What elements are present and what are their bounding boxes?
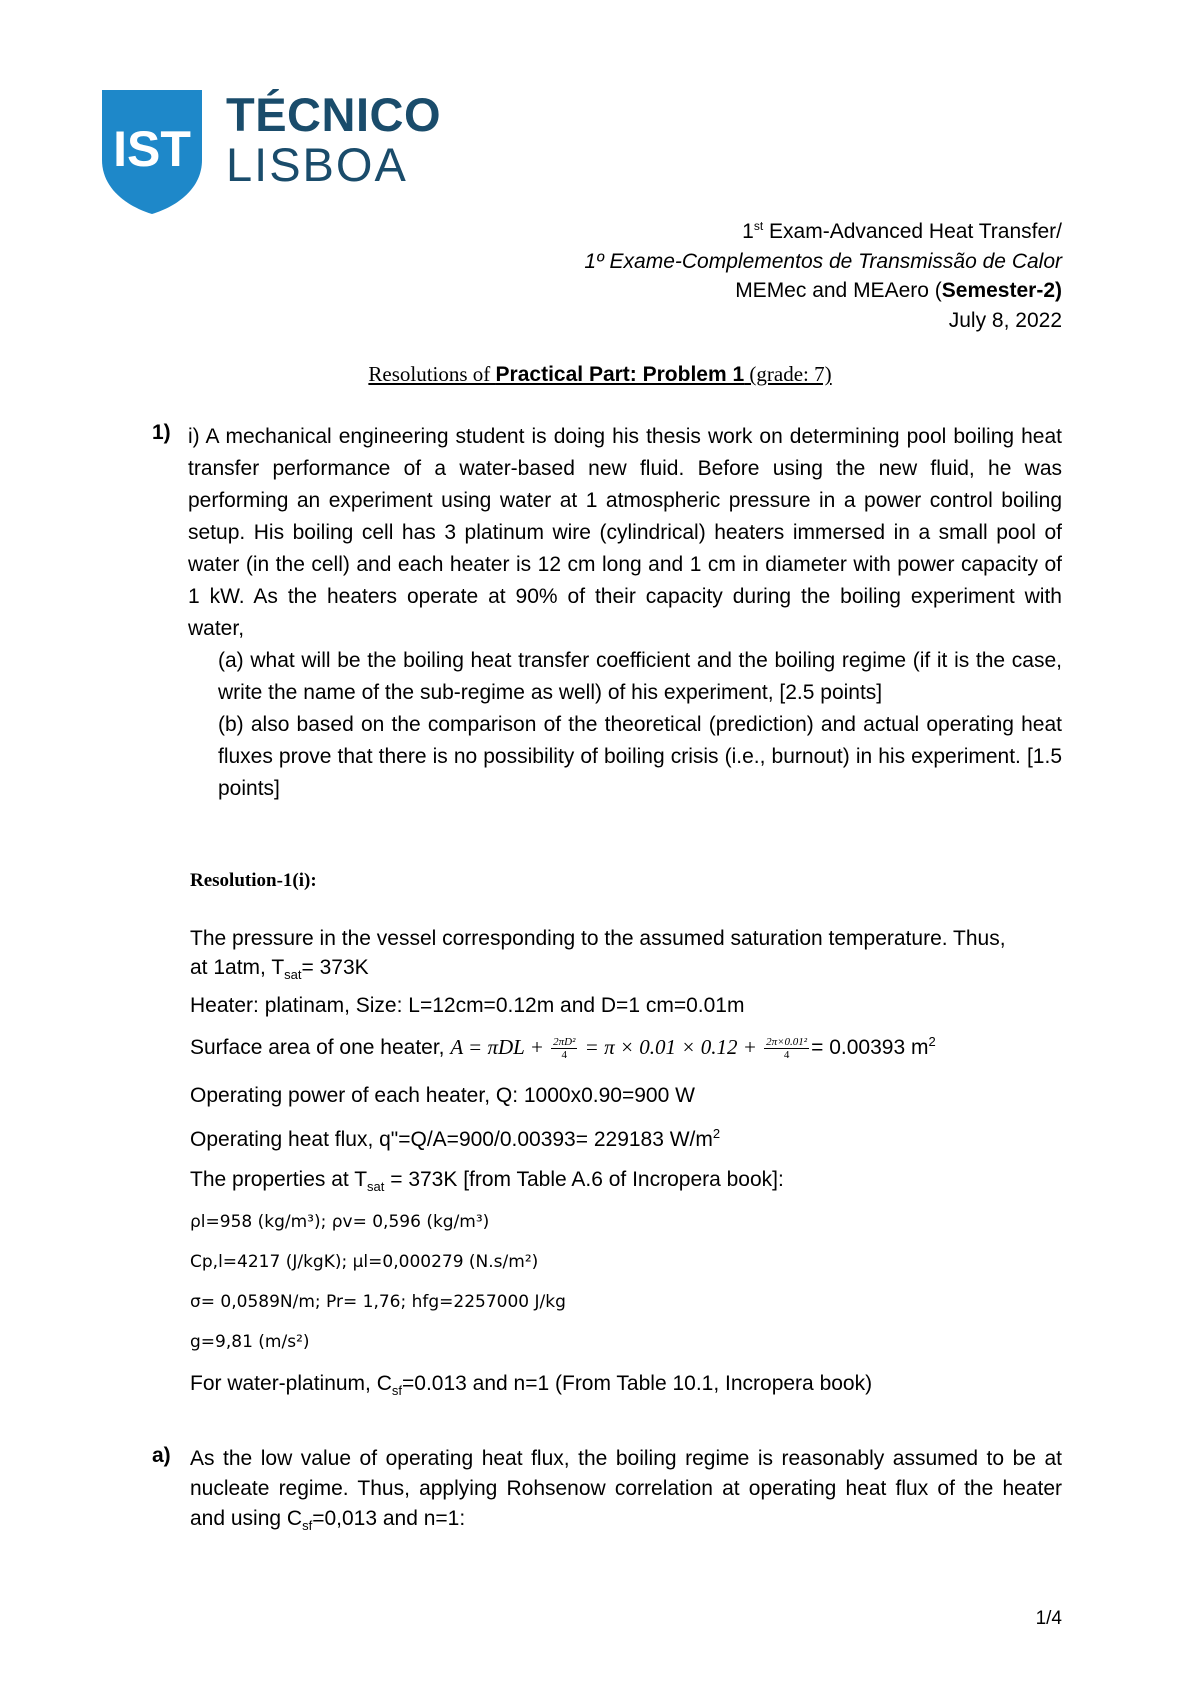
operating-heat-flux: Operating heat flux, q"=Q/A=900/0.00393= 229183 $W/m^2$ [190,1126,721,1151]
property-densities: ρl=958 (kg/m³); ρv= 0,596 (kg/m³) [190,1212,490,1232]
operating-power: Operating power of each heater, Q: 1000x0.90=900 W [190,1084,695,1107]
question-number: 1) [152,421,171,444]
csf-info: For water-platinum, $C_{sf}=0.013$ and n=1 (From Table 10.1, Incropera book) [190,1372,873,1399]
logo-line-tecnico: TÉCNICO [226,88,441,141]
property-surface-tension: σ= 0,0589N/m; Pr= 1,76; hfg=2257000 J/kg [190,1292,566,1312]
question-part-a: (a) what will be the boiling heat transfer coefficient and the boiling regime (if it is the case, write the name of the sub-regime as well) of his experiment, [2.5 points] [218,649,1062,704]
question-text: i) A mechanical engineering student is doing his thesis work on determining pool boiling heat transfer performance of a water-based new fluid. Before using the new fluid, he was performing an experiment using water at 1 atmospheric pressure in a power control boiling setup. His boiling cell has 3 platinum wire (cylindrical) heaters immersed in a small pool of water (in the cell) and each heater is 12 cm long and 1 cm in diameter with power capacity of 1 kW. As the heaters operate at 90% of their capacity during the boiling experiment with water, [188,425,1062,640]
answer-a-text: As the low value of operating heat flux, the boiling regime is reasonably assumed to be at nucleate regime. Thus, applying Rohsenow correlation at operating heat flux of the heater and using $C_{sf}=0,013$ and n=1: [190,1447,1062,1534]
exam-header [584,212,1062,335]
property-gravity: g=9,81 (m/s²) [190,1332,310,1352]
page-title: Resolutions of Practical Part: Problem 1 (grade: 7) [368,362,832,386]
resolution-intro: The pressure in the vessel corresponding to the assumed saturation temperature. Thus, at 1atm, $T_{sat}= 373K$ [190,927,1006,983]
resolution-heading: Resolution-1(i): [190,870,317,891]
header-date: July 8, 2022 [948,308,1062,332]
header-line-2: 1º Exame-Complementos de Transmissão de Calor [584,249,1062,273]
logo-wordmark [226,90,441,190]
property-cp-viscosity: Cp,l=4217 (J/kgK); μl=0,000279 (N.s/m²) [190,1252,539,1272]
heater-info: Heater: platinam, Size: L=12cm=0.12m and D=1 cm=0.01m [190,994,745,1017]
logo-line-lisboa: LISBOA [226,138,408,191]
svg-text:IST: IST [113,121,191,177]
question-part-b: (b) also based on the comparison of the theoretical (prediction) and actual operating heat fluxes prove that there is no possibility of boiling crisis (i.e., burnout) in his experiment. [1.5 points] [218,713,1062,800]
header-line-1: 1st Exam-Advanced Heat Transfer/ [742,219,1062,243]
institution-logo [100,88,441,218]
header-line-3: MEMec and MEAero (Semester-2) [735,279,1062,302]
answer-a-label: a) [152,1444,171,1467]
surface-area-equation: Surface area of one heater, A = πDL + $\frac{\text{2πD²}}{4}$ = π × 0.01 × 0.12 + $\frac{\text{2π×0.01²}}{4}$ = 0.00393 $m^2$ [190,1034,936,1061]
page-number: 1/4 [1035,1608,1062,1629]
properties-heading: The properties at $T_{sat} = 373K$ [from Table A.6 of Incropera book]: [190,1168,784,1195]
ist-shield-icon [100,88,204,216]
